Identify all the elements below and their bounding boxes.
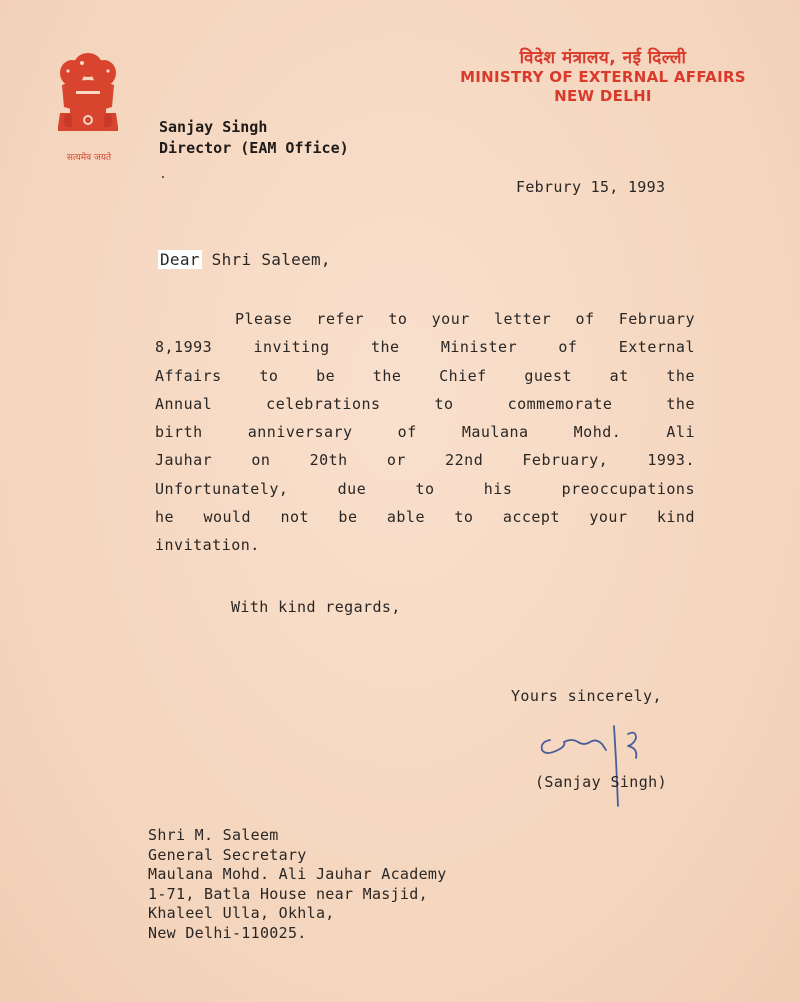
sender-block [159,117,349,159]
salutation [158,250,331,269]
sender-name: Sanjay Singh [159,118,268,136]
address-line: Maulana Mohd. Ali Jauhar Academy [148,865,447,884]
ministry-stamp [448,48,758,106]
letter-body [155,305,695,560]
body-line: Jauhar on 20th or 22nd February, 1993. [155,451,695,470]
signatory-name: (Sanjay Singh) [535,773,668,791]
handwritten-signature [532,720,692,815]
recipient-address [148,826,447,944]
body-line: invitation. [155,536,260,555]
address-line: 1-71, Batla House near Masjid, [148,884,428,903]
body-line: Unfortunately, due to his preoccupations [155,479,695,498]
closing-yours: Yours sincerely, [511,687,662,705]
body-line: he would not be able to accept your kind [155,508,695,527]
emblem-motto: सत्यमेव जयते [66,153,112,163]
salutation-greeting: Dear [160,250,200,269]
salutation-addressee: Shri Saleem, [211,250,331,269]
closing-regards: With kind regards, [231,598,401,616]
body-line: Please refer to your letter of February [235,310,695,328]
ink-speck [162,176,164,178]
letter-date: Februry 15, 1993 [516,178,666,196]
address-line: Khaleel Ulla, Okhla, [148,904,335,923]
address-line: New Delhi-110025. [148,923,307,942]
body-line: birth anniversary of Maulana Mohd. Ali [155,423,695,442]
ministry-hindi-name: विदेश मंत्रालय, नई दिल्ली [519,48,687,68]
national-emblem-icon [52,45,124,163]
body-line: 8,1993 inviting the Minister of External [155,338,695,357]
body-line: Annual celebrations to commemorate the [155,394,695,413]
ministry-city: NEW DELHI [554,87,652,105]
sender-title: Director (EAM Office) [159,139,349,157]
address-line: General Secretary [148,845,307,864]
body-line: Affairs to be the Chief guest at the [155,366,695,385]
address-line: Shri M. Saleem [148,826,279,844]
ministry-english-name: MINISTRY OF EXTERNAL AFFAIRS [460,68,746,86]
